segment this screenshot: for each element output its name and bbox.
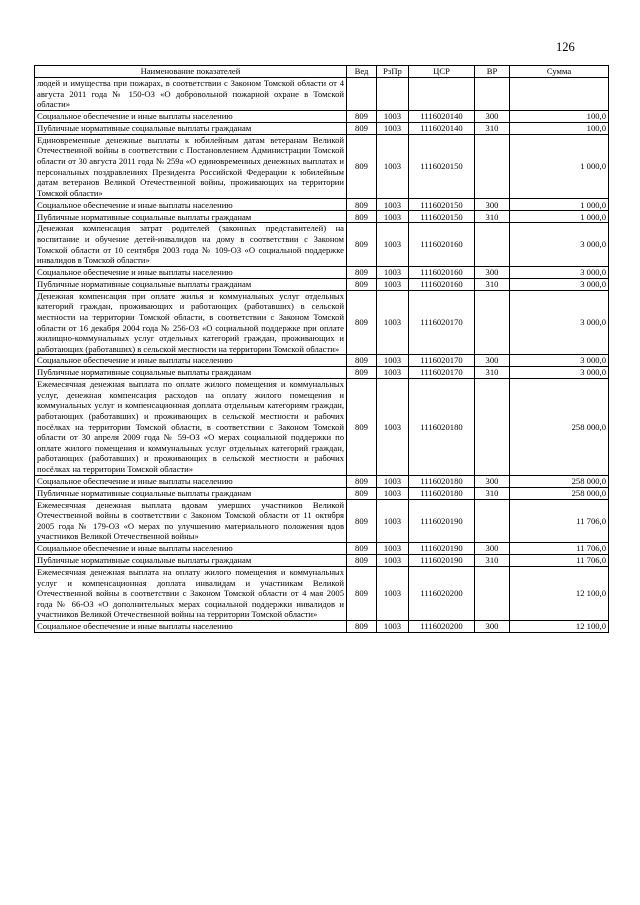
table-row xyxy=(35,475,609,487)
row-vr xyxy=(475,134,510,199)
row-vr xyxy=(475,379,510,475)
row-rzpr: 1003 xyxy=(377,620,409,632)
row-sum: 12 100,0 xyxy=(510,620,609,632)
row-csr: 1116020170 xyxy=(409,355,475,367)
header-ved: Вед xyxy=(347,66,377,78)
row-sum: 12 100,0 xyxy=(510,567,609,621)
row-name: Социальное обеспечение и иные выплаты населению xyxy=(35,199,347,211)
table-row xyxy=(35,134,609,199)
row-rzpr: 1003 xyxy=(377,367,409,379)
row-rzpr: 1003 xyxy=(377,355,409,367)
row-vr: 300 xyxy=(475,620,510,632)
header-name: Наименование показателей xyxy=(35,66,347,78)
row-rzpr: 1003 xyxy=(377,134,409,199)
row-vr: 310 xyxy=(475,278,510,290)
row-ved: 809 xyxy=(347,555,377,567)
row-sum: 11 706,0 xyxy=(510,555,609,567)
row-ved: 809 xyxy=(347,278,377,290)
row-ved: 809 xyxy=(347,487,377,499)
row-ved: 809 xyxy=(347,355,377,367)
row-ved: 809 xyxy=(347,367,377,379)
row-rzpr: 1003 xyxy=(377,199,409,211)
row-name: Ежемесячная денежная выплата вдовам умерших участников Великой Отечественной войны в соответствии с Законом Томской области от 11 октября 2005 года № 179-ОЗ «О мерах по улучшению материального положения вдов участников Великой Отечественной войны» xyxy=(35,499,347,542)
row-sum: 11 706,0 xyxy=(510,499,609,542)
row-vr: 300 xyxy=(475,355,510,367)
row-vr: 300 xyxy=(475,266,510,278)
row-name: Социальное обеспечение и иные выплаты населению xyxy=(35,355,347,367)
row-csr: 1116020150 xyxy=(409,134,475,199)
row-sum: 1 000,0 xyxy=(510,134,609,199)
row-sum: 3 000,0 xyxy=(510,278,609,290)
row-vr: 300 xyxy=(475,199,510,211)
row-csr: 1116020160 xyxy=(409,278,475,290)
row-vr xyxy=(475,567,510,621)
row-ved: 809 xyxy=(347,110,377,122)
table-row xyxy=(35,78,609,111)
row-rzpr xyxy=(377,78,409,111)
row-rzpr: 1003 xyxy=(377,122,409,134)
row-csr: 1116020150 xyxy=(409,199,475,211)
row-ved: 809 xyxy=(347,475,377,487)
header-sum: Сумма xyxy=(510,66,609,78)
row-name: Социальное обеспечение и иные выплаты населению xyxy=(35,110,347,122)
table-row xyxy=(35,379,609,475)
row-sum: 11 706,0 xyxy=(510,543,609,555)
row-ved: 809 xyxy=(347,290,377,355)
row-csr: 1116020190 xyxy=(409,555,475,567)
table-row xyxy=(35,367,609,379)
row-name: Публичные нормативные социальные выплаты гражданам xyxy=(35,487,347,499)
row-csr: 1116020180 xyxy=(409,475,475,487)
row-sum: 258 000,0 xyxy=(510,379,609,475)
row-rzpr: 1003 xyxy=(377,555,409,567)
row-sum: 3 000,0 xyxy=(510,367,609,379)
row-vr: 310 xyxy=(475,211,510,223)
row-vr: 310 xyxy=(475,367,510,379)
table-row xyxy=(35,199,609,211)
row-csr xyxy=(409,78,475,111)
row-csr: 1116020140 xyxy=(409,110,475,122)
row-sum: 1 000,0 xyxy=(510,211,609,223)
row-name: Денежная компенсация при оплате жилья и коммунальных услуг отдельных категорий граждан, проживающих и работающих (работавших) в сельской местности на территории Томской области, в соответствии с Законом Томской области от 16 декабря 2004 года № 256-ОЗ «О социальной поддержке при оплате жилищно-коммунальных услуг отдельных категорий граждан, проживающих и работающих (работавших) в сельской местности на территории Томской области» xyxy=(35,290,347,355)
row-rzpr: 1003 xyxy=(377,290,409,355)
table-row xyxy=(35,223,609,266)
row-rzpr: 1003 xyxy=(377,211,409,223)
row-rzpr: 1003 xyxy=(377,266,409,278)
row-vr xyxy=(475,499,510,542)
row-rzpr: 1003 xyxy=(377,567,409,621)
row-rzpr: 1003 xyxy=(377,499,409,542)
row-vr: 310 xyxy=(475,555,510,567)
table-row xyxy=(35,211,609,223)
row-rzpr: 1003 xyxy=(377,223,409,266)
row-vr xyxy=(475,78,510,111)
row-ved: 809 xyxy=(347,199,377,211)
row-sum: 258 000,0 xyxy=(510,487,609,499)
table-row xyxy=(35,122,609,134)
row-vr: 310 xyxy=(475,487,510,499)
row-name: Публичные нормативные социальные выплаты гражданам xyxy=(35,211,347,223)
table-row xyxy=(35,110,609,122)
row-sum: 258 000,0 xyxy=(510,475,609,487)
row-ved: 809 xyxy=(347,266,377,278)
table-row xyxy=(35,266,609,278)
row-name: Ежемесячная денежная выплата на оплату жилого помещения и коммунальных услуг и компенсационная доплата инвалидам и участникам Великой Отечественной войны в соответствии с Законом Томской области от 4 мая 2005 года № 66-ОЗ «О дополнительных мерах социальной поддержки инвалидов и участников Великой Отечественной войны на территории Томской области» xyxy=(35,567,347,621)
row-vr: 300 xyxy=(475,475,510,487)
header-csr: ЦСР xyxy=(409,66,475,78)
row-vr: 300 xyxy=(475,543,510,555)
row-rzpr: 1003 xyxy=(377,110,409,122)
row-vr xyxy=(475,290,510,355)
row-csr: 1116020200 xyxy=(409,620,475,632)
row-ved: 809 xyxy=(347,122,377,134)
row-ved: 809 xyxy=(347,379,377,475)
row-csr: 1116020180 xyxy=(409,379,475,475)
row-name: Социальное обеспечение и иные выплаты населению xyxy=(35,475,347,487)
row-csr: 1116020170 xyxy=(409,290,475,355)
budget-table xyxy=(34,65,609,633)
row-csr: 1116020160 xyxy=(409,223,475,266)
row-rzpr: 1003 xyxy=(377,487,409,499)
row-csr: 1116020170 xyxy=(409,367,475,379)
row-rzpr: 1003 xyxy=(377,543,409,555)
row-name: Публичные нормативные социальные выплаты гражданам xyxy=(35,122,347,134)
row-sum: 3 000,0 xyxy=(510,266,609,278)
row-ved xyxy=(347,78,377,111)
row-sum: 3 000,0 xyxy=(510,290,609,355)
table-row xyxy=(35,487,609,499)
row-ved: 809 xyxy=(347,567,377,621)
table-row xyxy=(35,499,609,542)
table-row xyxy=(35,278,609,290)
row-ved: 809 xyxy=(347,620,377,632)
row-sum: 100,0 xyxy=(510,122,609,134)
row-ved: 809 xyxy=(347,134,377,199)
header-vr: ВР xyxy=(475,66,510,78)
row-ved: 809 xyxy=(347,543,377,555)
row-csr: 1116020200 xyxy=(409,567,475,621)
table-row xyxy=(35,555,609,567)
row-name: Социальное обеспечение и иные выплаты населению xyxy=(35,266,347,278)
row-csr: 1116020140 xyxy=(409,122,475,134)
row-name: Денежная компенсация затрат родителей (законных представителей) на воспитание и обучение детей-инвалидов на дому в соответствии с Законом Томской области от 10 сентября 2003 года № 109-ОЗ «О социальной поддержке инвалидов в Томской области» xyxy=(35,223,347,266)
table-row xyxy=(35,290,609,355)
row-sum: 1 000,0 xyxy=(510,199,609,211)
table-row xyxy=(35,543,609,555)
row-csr: 1116020180 xyxy=(409,487,475,499)
row-sum: 3 000,0 xyxy=(510,355,609,367)
row-name: Публичные нормативные социальные выплаты гражданам xyxy=(35,278,347,290)
table-row xyxy=(35,355,609,367)
row-ved: 809 xyxy=(347,211,377,223)
row-vr: 310 xyxy=(475,122,510,134)
row-rzpr: 1003 xyxy=(377,278,409,290)
row-rzpr: 1003 xyxy=(377,379,409,475)
row-csr: 1116020190 xyxy=(409,499,475,542)
row-csr: 1116020150 xyxy=(409,211,475,223)
row-name: Публичные нормативные социальные выплаты гражданам xyxy=(35,555,347,567)
header-rzpr: РзПр xyxy=(377,66,409,78)
table-row xyxy=(35,567,609,621)
row-name: Ежемесячная денежная выплата по оплате жилого помещения и коммунальных услуг, денежная компенсация расходов на оплату жилого помещения и коммунальных услуг и компенсационная доплата отдельным категориям граждан, работающих (работавших) и проживающих в сельской местности и рабочих посёлках на территории Томской области, в соответствии с Законом Томской области от 30 апреля 2009 года № 59-ОЗ «О мерах социальной поддержки по оплате жилого помещения и коммунальных услуг отдельных категорий граждан, работающих (работавших) и проживающих в сельской местности и рабочих посёлках на территории Томской области» xyxy=(35,379,347,475)
row-ved: 809 xyxy=(347,223,377,266)
row-ved: 809 xyxy=(347,499,377,542)
row-csr: 1116020190 xyxy=(409,543,475,555)
table-row xyxy=(35,620,609,632)
row-csr: 1116020160 xyxy=(409,266,475,278)
row-vr: 300 xyxy=(475,110,510,122)
row-name: Публичные нормативные социальные выплаты гражданам xyxy=(35,367,347,379)
row-name: людей и имущества при пожарах, в соответствии с Законом Томской области от 4 августа 2011 года № 150-ОЗ «О добровольной пожарной охране в Томской области» xyxy=(35,78,347,111)
row-sum: 3 000,0 xyxy=(510,223,609,266)
row-name: Единовременные денежные выплаты к юбилейным датам ветеранам Великой Отечественной войны в соответствии с Постановлением Администрации Томской области от 30 августа 2011 года № 259а «О единовременных денежных выплатах и персональных поздравлениях Президента Российской Федерации к юбилейным датам ветеранов Великой Отечественной войны, проживающих на территории Томской области» xyxy=(35,134,347,199)
table-header-row xyxy=(35,66,609,78)
page-number: 126 xyxy=(556,40,575,54)
row-name: Социальное обеспечение и иные выплаты населению xyxy=(35,543,347,555)
row-sum: 100,0 xyxy=(510,110,609,122)
row-sum xyxy=(510,78,609,111)
row-rzpr: 1003 xyxy=(377,475,409,487)
row-name: Социальное обеспечение и иные выплаты населению xyxy=(35,620,347,632)
row-vr xyxy=(475,223,510,266)
